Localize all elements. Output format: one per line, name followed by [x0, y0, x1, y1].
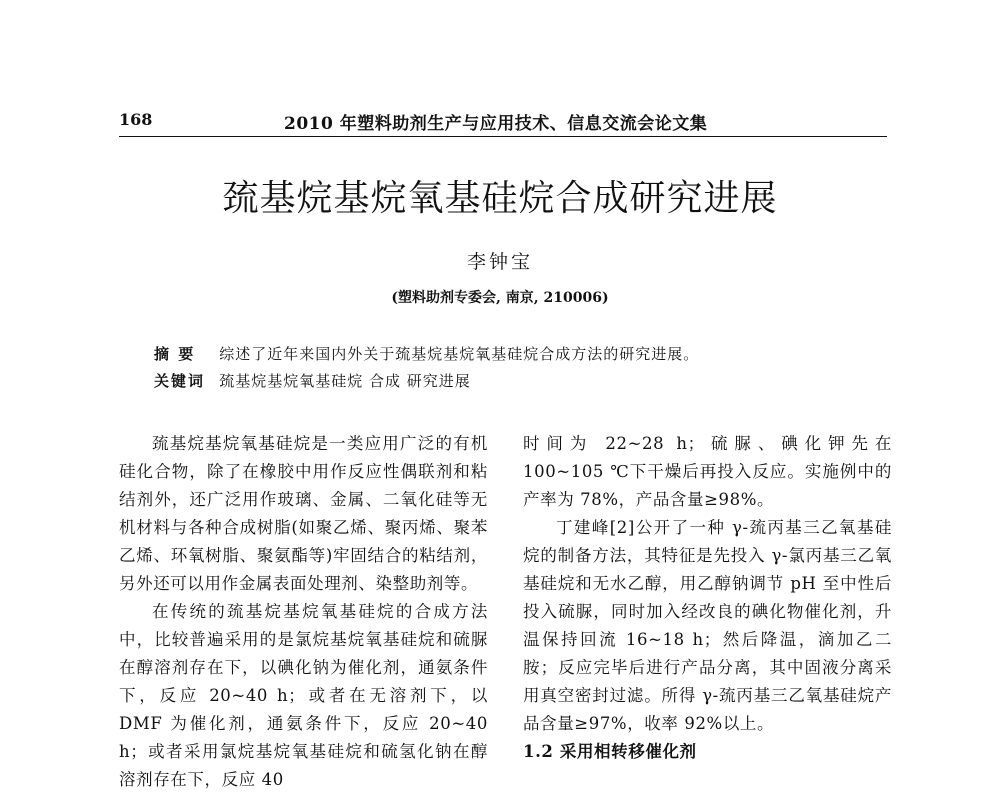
running-header — [119, 106, 887, 137]
paragraph: 丁建峰[2]公开了一种 γ-巯丙基三乙氧基硅烷的制备方法，其特征是先投入 γ-氯丙基三乙氧基硅烷和无水乙醇，用乙醇钠调节 pH 至中性后投入硫脲，同时加入经改良的碘化物催化剂，升温保持回流 16~18 h；然后降温，滴加乙二胺；反应完毕后进行产品分离，其中固液分离采用真空密封过滤。所得 γ-巯丙基三乙氧基硅烷产品含量≥97%，收率 92%以上。 — [523, 518, 892, 733]
keywords-text: 巯基烷基烷氧基硅烷 合成 研究进展 — [219, 372, 471, 390]
abstract — [154, 343, 699, 364]
paper-title: 巯基烷基烷氧基硅烷合成研究进展 — [222, 178, 778, 219]
keywords-label: 关键词 — [154, 372, 206, 390]
paragraph: 时间为 22~28 h；硫脲、碘化钾先在 100~105 ℃下干燥后再投入反应。实施例中的产率为 78%，产品含量≥98%。 — [523, 434, 892, 509]
abstract-text: 综述了近年来国内外关于巯基烷基烷氧基硅烷合成方法的研究进展。 — [219, 345, 700, 363]
paragraph: 在传统的巯基烷基烷氧基硅烷的合成方法中，比较普遍采用的是氯烷基烷氧基硅烷和硫脲在醇溶剂存在下，以碘化钠为催化剂，通氨条件下，反应 20~40 h；或者在无溶剂下，以 DMF 为催化剂，通氨条件下，反应 20~40 h；或者采用氯烷基烷氧基硅烷和硫氢化钠在醇溶剂存在下，反应 40 — [119, 602, 488, 789]
author-name: 李钟宝 — [466, 251, 533, 273]
section-heading: 1.2 采用相转移催化剂 — [523, 742, 697, 761]
page-number: 168 — [119, 110, 153, 129]
keywords — [154, 370, 471, 391]
running-title: 2010 年塑料助剂生产与应用技术、信息交流会论文集 — [284, 114, 708, 134]
abstract-label: 摘 要 — [154, 345, 196, 363]
body-column-right — [523, 430, 892, 766]
body-column-left — [119, 430, 488, 794]
paragraph: 巯基烷基烷氧基硅烷是一类应用广泛的有机硅化合物，除了在橡胶中用作反应性偶联剂和粘结剂外，还广泛用作玻璃、金属、二氧化硅等无机材料与各种合成树脂(如聚乙烯、聚丙烯、聚苯乙烯、环氧树脂、聚氨酯等)牢固结合的粘结剂，另外还可以用作金属表面处理剂、染整助剂等。 — [119, 434, 488, 593]
affiliation: (塑料助剂专委会, 南京, 210006) — [391, 290, 609, 306]
